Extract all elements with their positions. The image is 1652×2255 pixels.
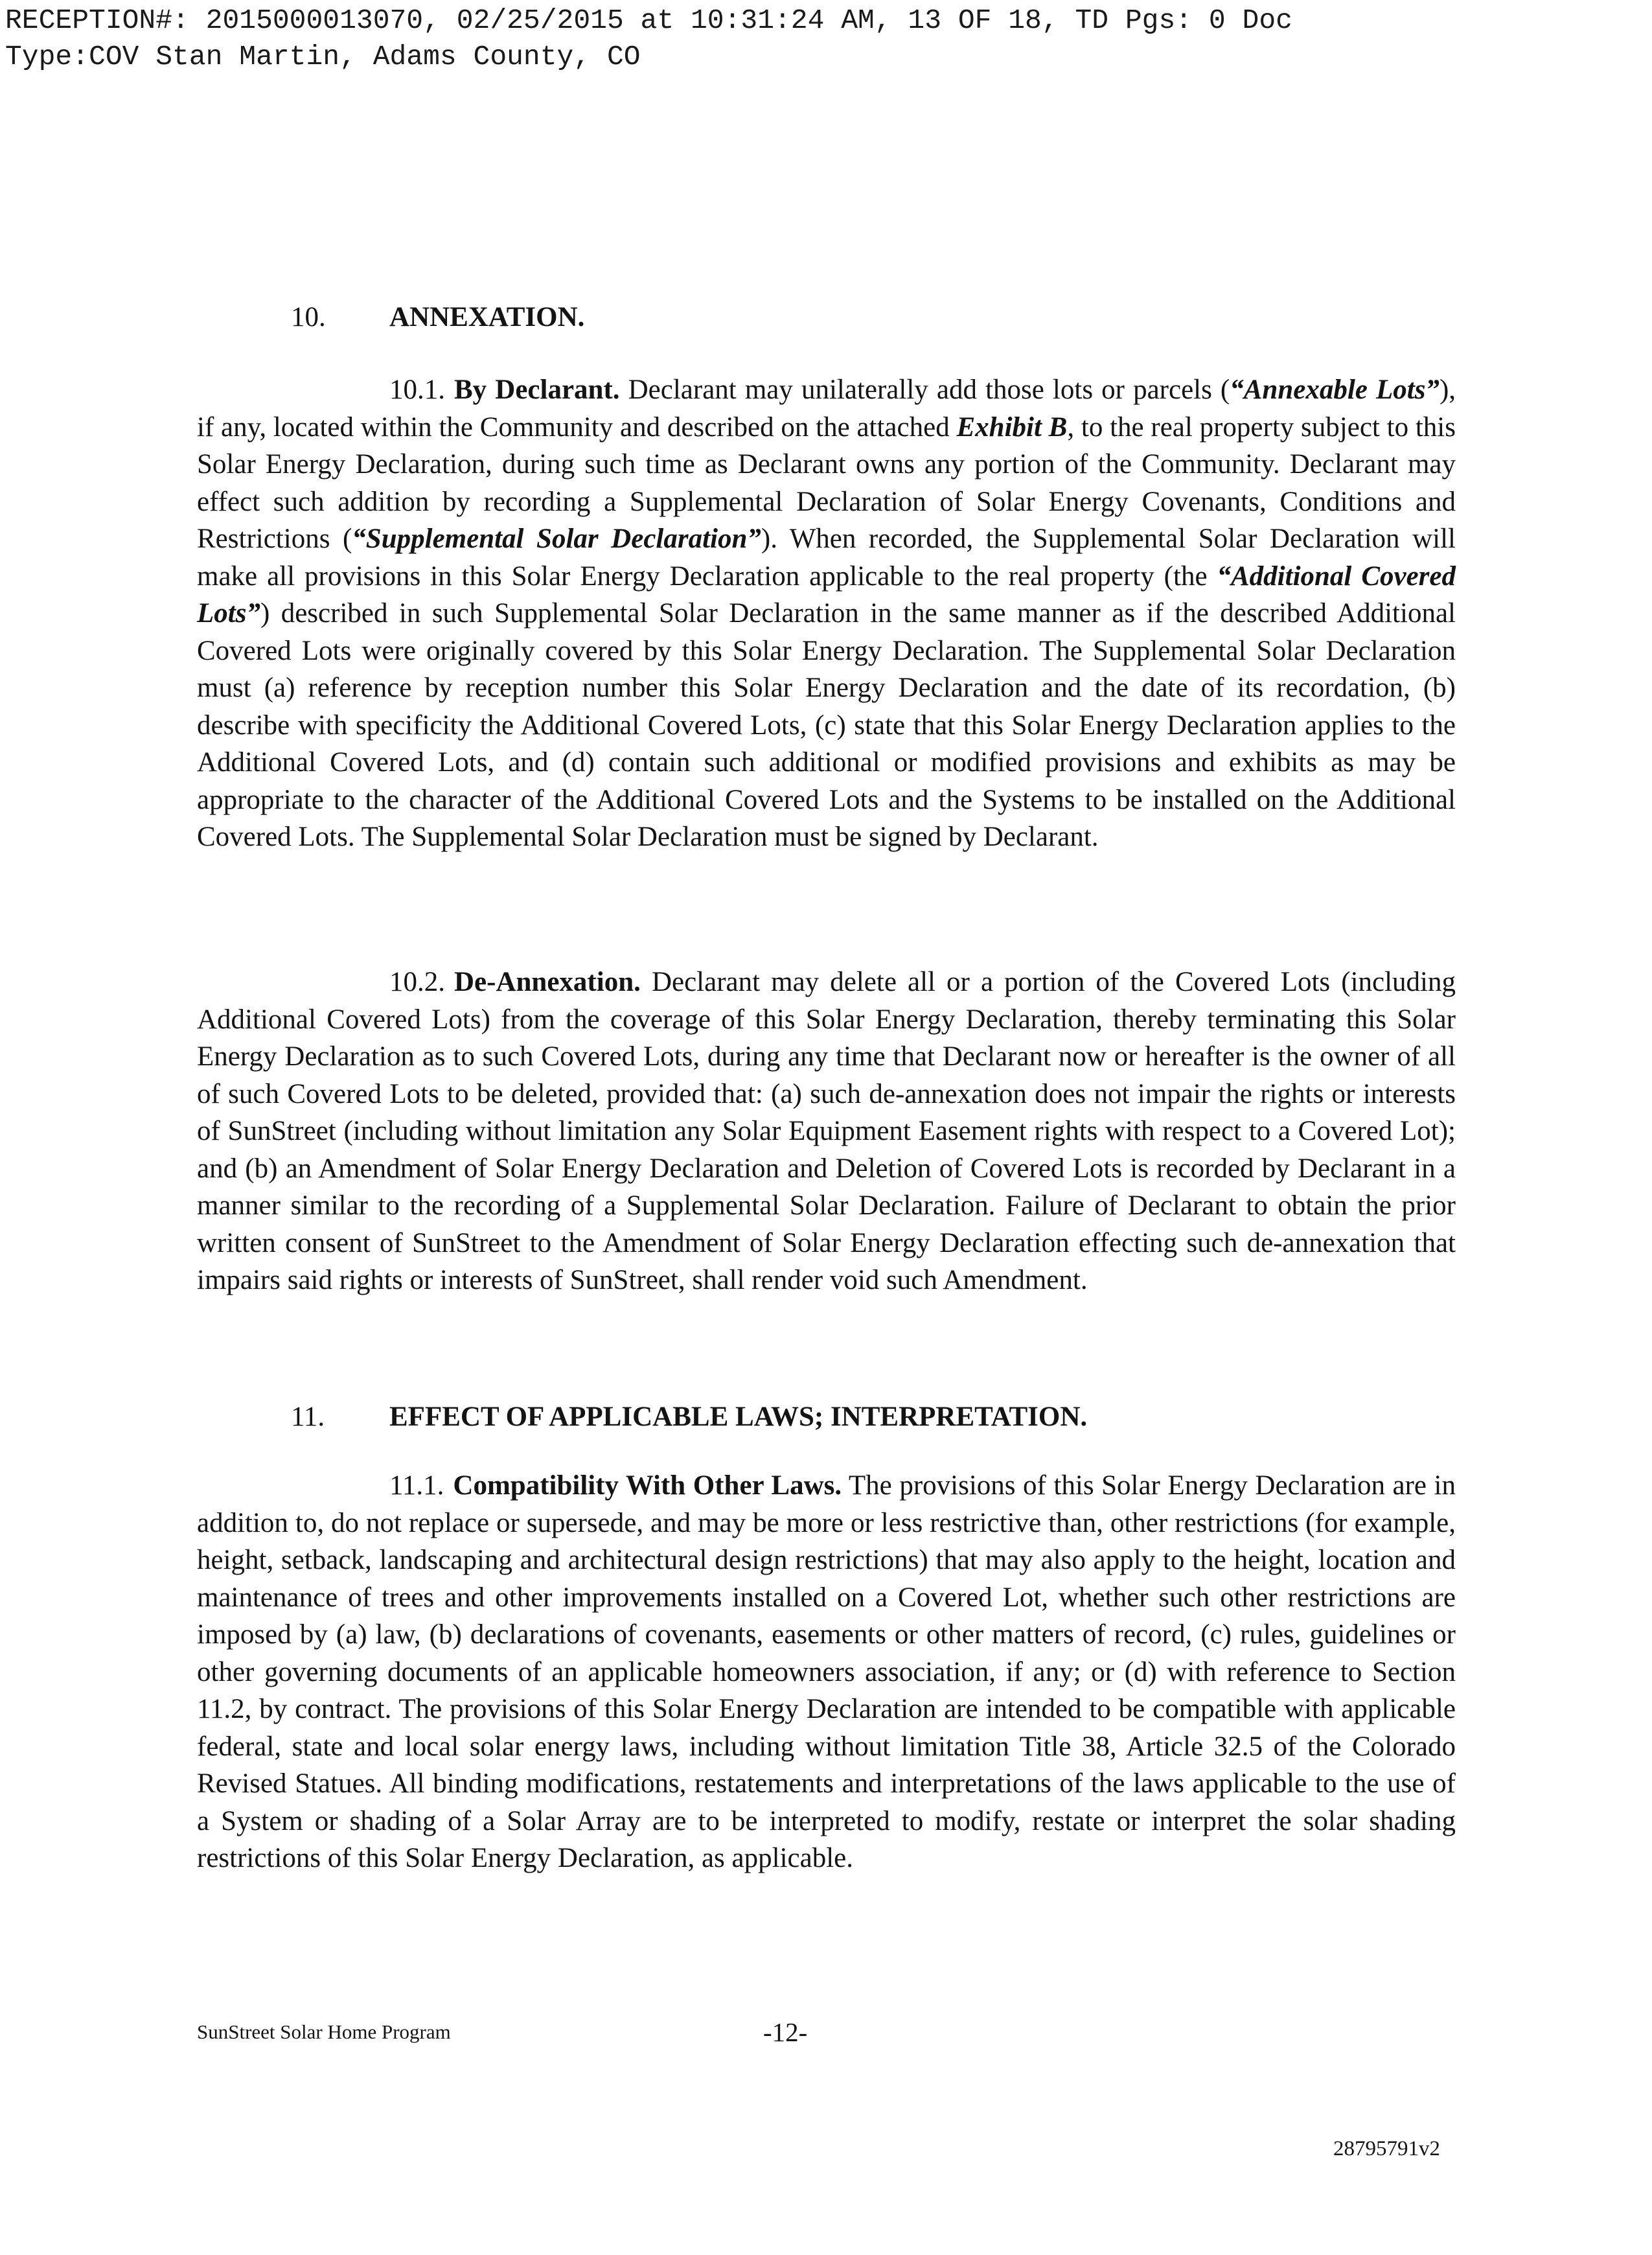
paragraph-10-2-number: 10.2. [389,967,445,997]
paragraph-10-2-heading: De-Annexation. [454,967,641,997]
section-10-number: 10. [291,302,326,332]
term-annexable-lots: “Annexable Lots” [1230,375,1440,405]
paragraph-10-1-heading: By Declarant. [454,375,620,405]
paragraph-11-1-number: 11.1. [389,1470,444,1501]
paragraph-10-1-number: 10.1. [389,375,445,405]
recording-stamp [5,3,1292,75]
footer-document-id: 28795791v2 [1333,2137,1440,2160]
paragraph-11-1-text: The provisions of this Solar Energy Declaration are in addition to, do not replace or supersede, and may be more or less restrictive than, other restrictions (for example, height, setback, landscaping and architectural design restrictions) that may also apply to the height, location and maintenance of trees and other improvements installed on a Covered Lot, whether such other restrictions are imposed by (a) law, (b) declarations of covenants, easements or other matters of record, (c) rules, guidelines or other governing documents of an applicable homeowners association, if any; or (d) with reference to Section 11.2, by contract. The provisions of this Solar Energy Declaration are intended to be compatible with applicable federal, state and local solar energy laws, including without limitation Title 38, Article 32.5 of the Colorado Revised Statues. All binding modifications, restatements and interpretations of the laws applicable to the use of a System or shading of a Solar Array are to be interpreted to modify, restate or interpret the solar shading restrictions of this Solar Energy Declaration, as applicable. [197,1470,1456,1873]
term-additional-covered-lots: “Additional Covered Lots” [197,561,1456,629]
term-exhibit-b: Exhibit B [956,411,1068,443]
footer-program-name: SunStreet Solar Home Program [197,2020,451,2043]
paragraph-10-2-text: Declarant may delete all or a portion of the Covered Lots (including Additional Covered Lots) from the coverage of this Solar Energy Declaration, thereby terminating this Solar Energy Declaration as to such Covered Lots, during any time that Declarant now or hereafter is the owner of all of such Covered Lots to be deleted, provided that: (a) such de-annexation does not impair the rights or interests of SunStreet (including without limitation any Solar Equipment Easement rights with respect to a Covered Lot); and (b) an Amendment of Solar Energy Declaration and Deletion of Covered Lots is recorded by Declarant in a manner similar to the recording of a Supplemental Solar Declaration. Failure of Declarant to obtain the prior written consent of SunStreet to the Amendment of Solar Energy Declaration effecting such de-annexation that impairs said rights or interests of SunStreet, shall render void such Amendment. [197,967,1456,1295]
paragraph-10-1-text-c: , to the real property subject to this Solar Energy Declaration, during such time as Declarant owns any portion of the Community. Declarant may effect such addition by recording a Supplemental Declaration of Solar Energy Covenants, Conditions and Restrictions ( [197,411,1456,554]
section-11-number: 11. [291,1402,325,1432]
term-supplemental-solar-declaration: “Supplemental Solar Declaration” [352,524,761,554]
paragraph-10-1-text-d: ). When recorded, the Supplemental Solar Declaration will make all provisions in this Solar Energy Declaration applicable to the real property (the [197,524,1456,592]
footer-page-number: -12- [763,2017,808,2047]
section-10-title: ANNEXATION. [389,302,585,332]
paragraph-11-1 [197,1467,1456,1877]
paragraph-10-2 [197,964,1456,1299]
section-11-title: EFFECT OF APPLICABLE LAWS; INTERPRETATION. [389,1402,1088,1432]
paragraph-10-1-text-a: Declarant may unilaterally add those lots or parcels ( [619,375,1230,405]
paragraph-10-1-text-b: ), if any, located within the Community and described on the attached [197,375,1456,443]
recording-stamp-line-2: Type:COV Stan Martin, Adams County, CO [5,41,641,73]
recording-stamp-line-1: RECEPTION#: 2015000013070, 02/25/2015 at 10:31:24 AM, 13 OF 18, TD Pgs: 0 Doc [5,5,1292,36]
paragraph-11-1-heading: Compatibility With Other Laws. [453,1470,842,1501]
paragraph-10-1 [197,371,1456,856]
paragraph-10-1-text-e: ) described in such Supplemental Solar Declaration in the same manner as if the described Additional Covered Lots were originally covered by this Solar Energy Declaration. The Supplemental Solar Declaration must (a) reference by reception number this Solar Energy Declaration and the date of its recordation, (b) describe with specificity the Additional Covered Lots, (c) state that this Solar Energy Declaration applies to the Additional Covered Lots, and (d) contain such additional or modified provisions and exhibits as may be appropriate to the character of the Additional Covered Lots and the Systems to be installed on the Additional Covered Lots. The Supplemental Solar Declaration must be signed by Declarant. [197,598,1456,852]
